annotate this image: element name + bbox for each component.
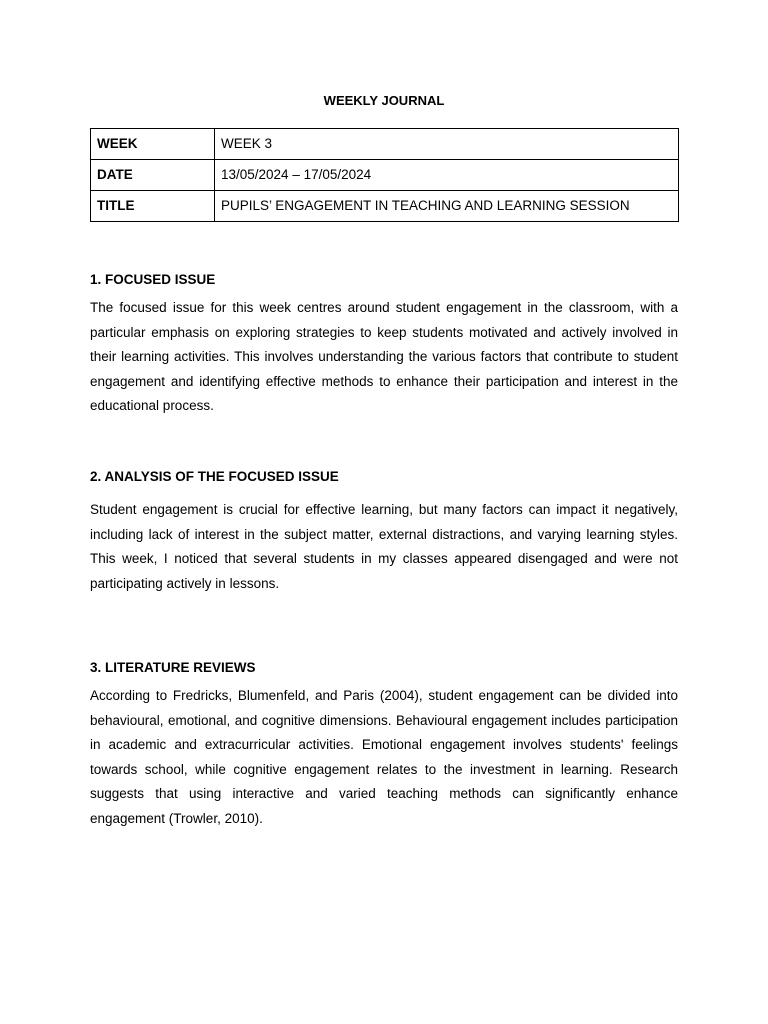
section-body-analysis: Student engagement is crucial for effective learning, but many factors can impact it negatively, including lack of interest in the subject matter, external distractions, and varying learning styles. This week, I noticed that several students in my classes appeared disengaged and were not participating actively in lessons.	[90, 502, 678, 591]
section-heading-focused-issue: 1. FOCUSED ISSUE	[90, 272, 216, 287]
week-value: WEEK 3	[215, 129, 679, 160]
section-heading-analysis: 2. ANALYSIS OF THE FOCUSED ISSUE	[90, 469, 339, 484]
section-body-focused-issue: The focused issue for this week centres around student engagement in the classroom, with a particular emphasis on exploring strategies to keep students motivated and actively involved in their learning activities. This involves understanding the various factors that contribute to student engagement and identifying effective methods to enhance their participation and interest in the educational process.	[90, 300, 678, 414]
section-heading-literature-reviews: 3. LITERATURE REVIEWS	[90, 660, 256, 675]
week-label: WEEK	[91, 129, 215, 160]
date-label: DATE	[91, 160, 215, 191]
journal-info-table	[90, 128, 679, 222]
table-row-week	[91, 129, 679, 160]
date-value: 13/05/2024 – 17/05/2024	[215, 160, 679, 191]
page-title: WEEKLY JOURNAL	[323, 93, 445, 108]
table-row-date	[91, 160, 679, 191]
table-row-title	[91, 191, 679, 222]
title-label: TITLE	[91, 191, 215, 222]
title-value: PUPILS’ ENGAGEMENT IN TEACHING AND LEARNING SESSION	[215, 191, 679, 222]
section-body-literature-reviews: According to Fredricks, Blumenfeld, and Paris (2004), student engagement can be divided into behavioural, emotional, and cognitive dimensions. Behavioural engagement includes participation in academic and extracurricular activities. Emotional engagement involves students' feelings towards school, while cognitive engagement relates to the investment in learning. Research suggests that using interactive and varied teaching methods can significantly enhance engagement (Trowler, 2010).	[90, 688, 678, 826]
